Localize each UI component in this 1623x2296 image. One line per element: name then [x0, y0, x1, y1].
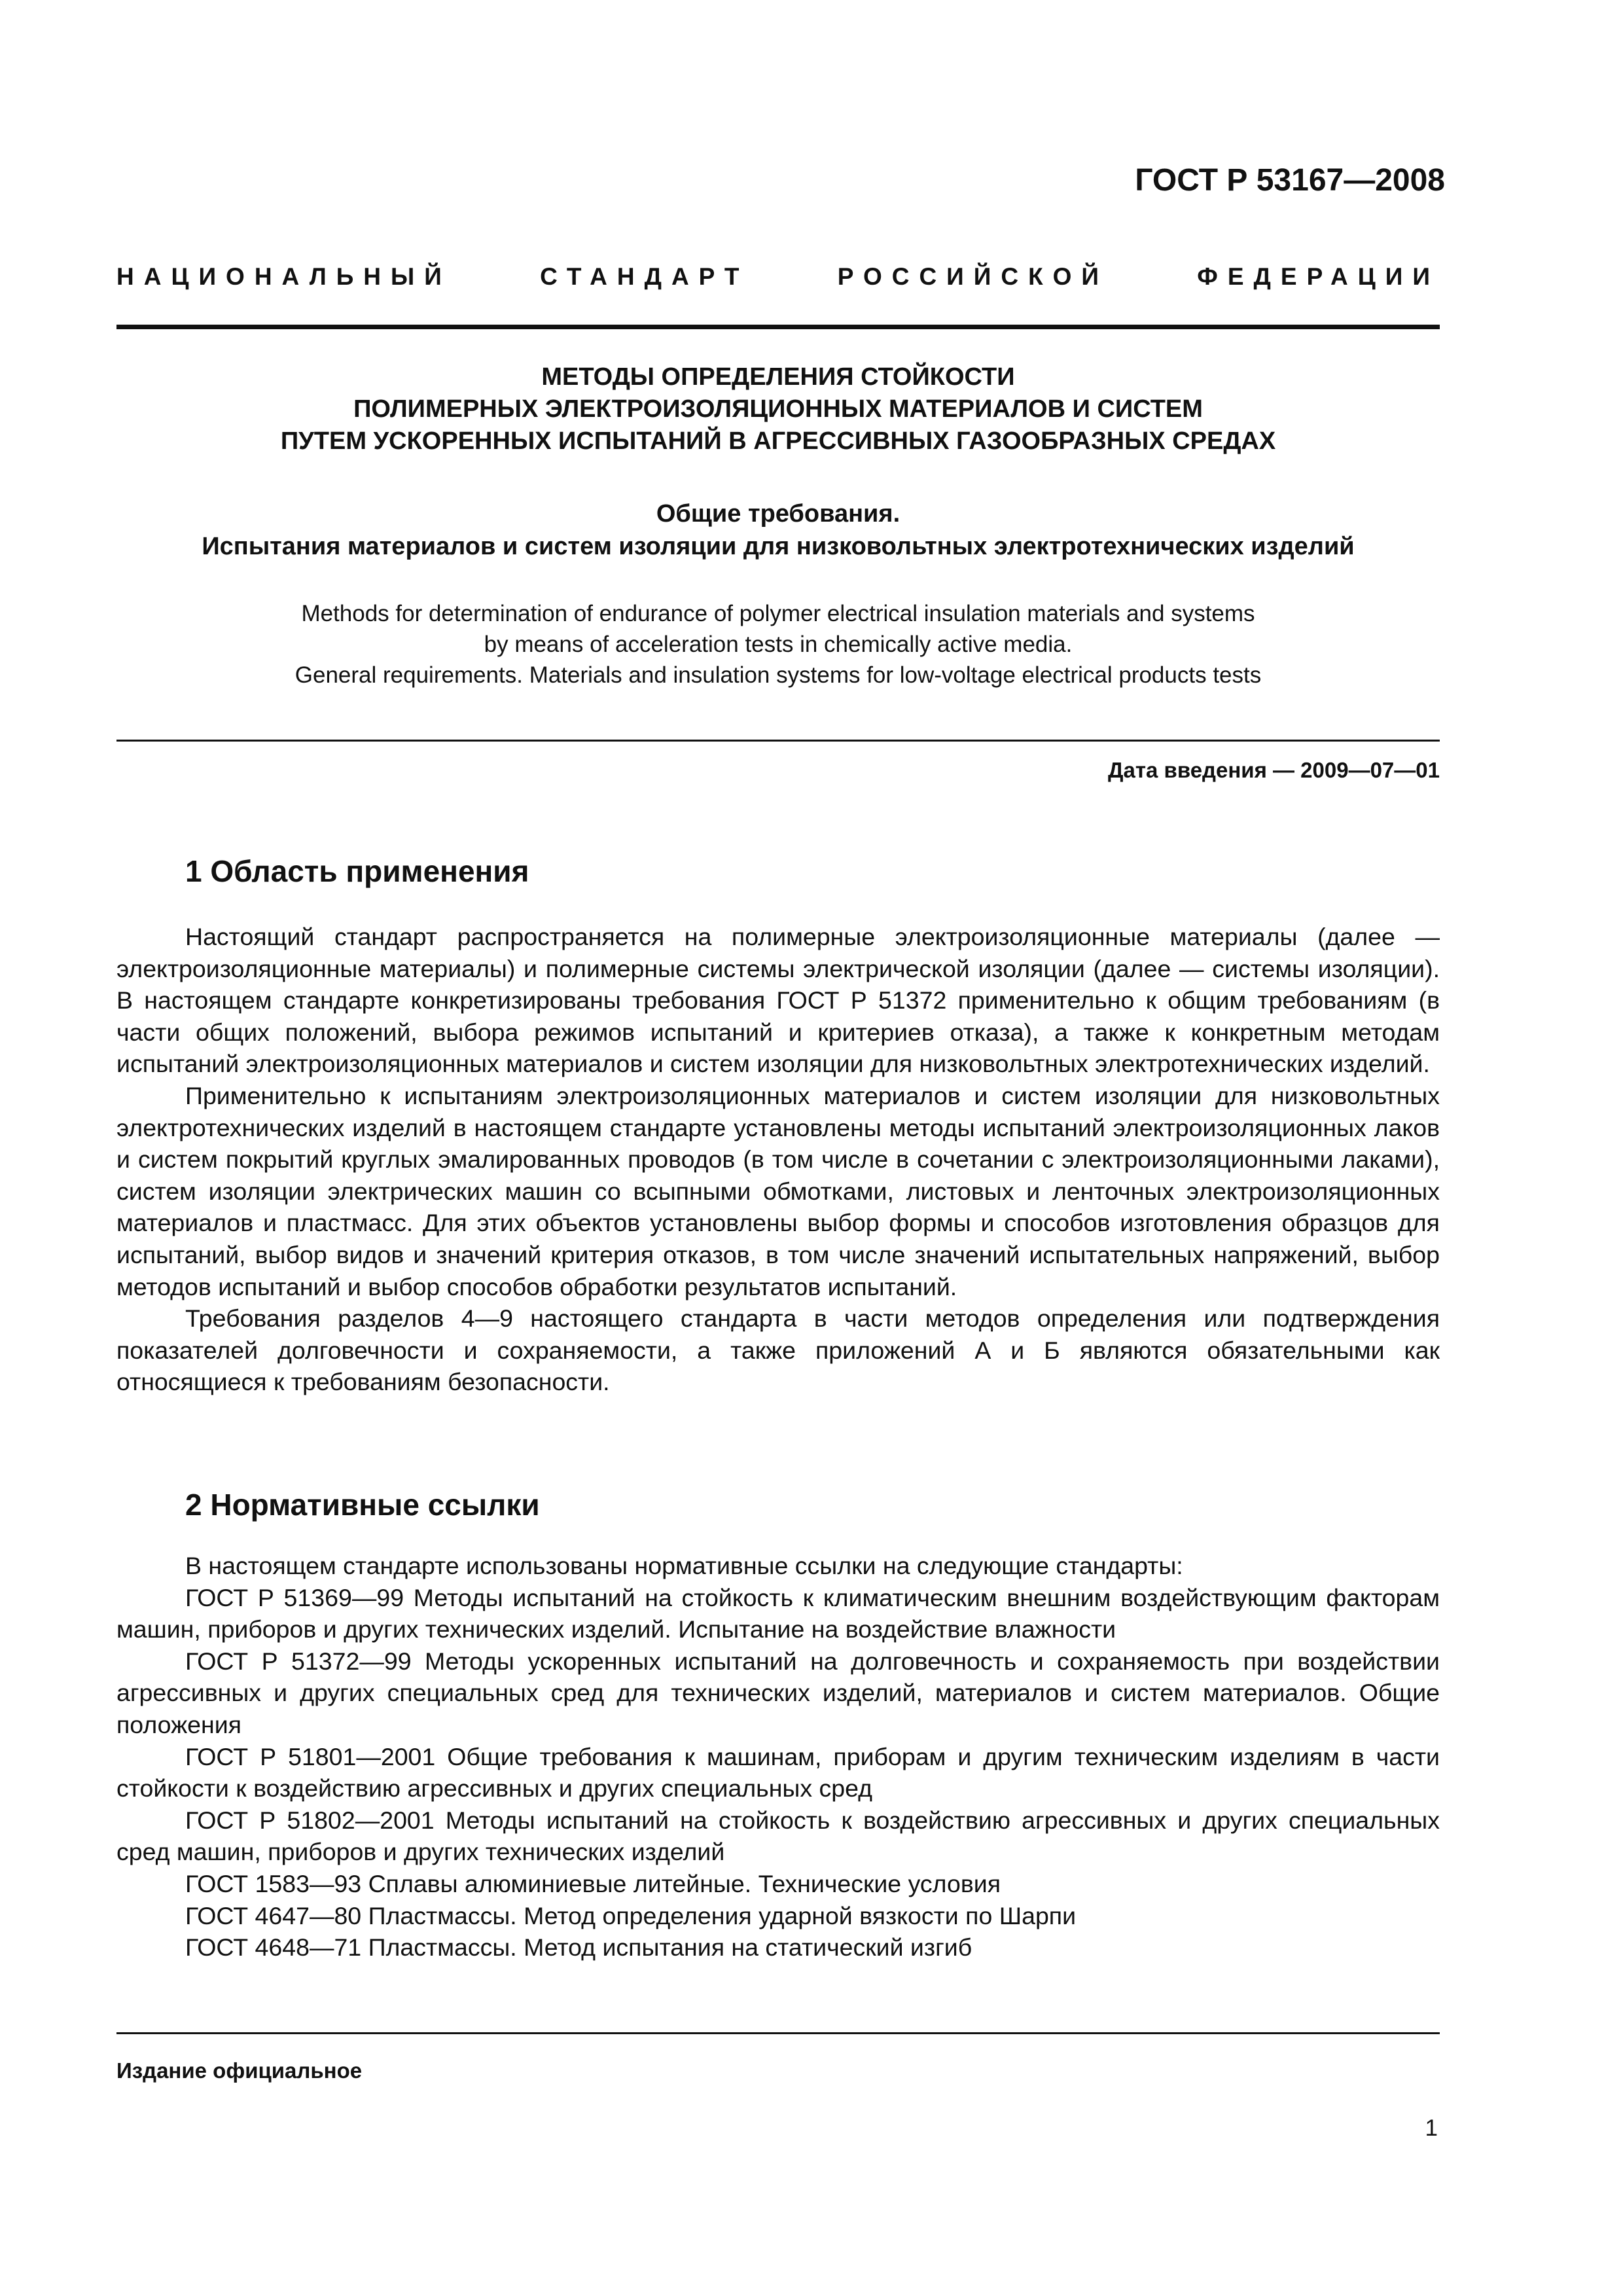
document-subtitle: [116, 497, 1440, 563]
national-standard-word: ФЕДЕРАЦИИ: [1197, 263, 1440, 290]
introduction-date: Дата введения — 2009—07—01: [1108, 758, 1440, 782]
national-standard-line: [116, 263, 1440, 291]
reference-item: ГОСТ Р 51369—99 Методы испытаний на стойкость к климатическим внешним воздействующим факторам машин, приборов и других технических изделий. Испытание на воздействие влажности: [116, 1583, 1440, 1643]
subtitle-line: Общие требования.: [656, 500, 901, 528]
page-number: 1: [1425, 2115, 1438, 2141]
document-code: ГОСТ Р 53167—2008: [1135, 163, 1445, 198]
paragraph: Применительно к испытаниям электроизоляционных материалов и систем изоляции для низковольтных электротехнических изделий в настоящем стандарте установлены методы испытаний электроизоляционных лаков и систем покрытий круглых эмалированных проводов (в том числе в сочетании с электроизоляционными лаками), систем изоляции электрических машин со всыпными обмотками, листовых и ленточных электроизоляционных материалов и пластмасс. Для этих объектов установлены выбор формы и способов изготовления образцов для испытаний, выбор видов и значений критерия отказов, в том числе значений испытательных напряжений, выбор методов испытаний и выбор способов обработки результатов испытаний.: [116, 1081, 1440, 1300]
reference-item: ГОСТ 4647—80 Пластмассы. Метод определения ударной вязкости по Шарпи: [185, 1901, 1077, 1929]
subtitle-line: Испытания материалов и систем изоляции для низковольтных электротехнических изделий: [202, 533, 1355, 560]
national-standard-word: СТАНДАРТ: [540, 263, 749, 290]
english-title-line: by means of acceleration tests in chemically active media.: [484, 632, 1073, 657]
reference-item: ГОСТ Р 51372—99 Методы ускоренных испытаний на долговечность и сохраняемость при воздействии агрессивных и других специальных сред для технических изделий, материалов и систем материалов. Общие положения: [116, 1647, 1440, 1738]
title-divider: [116, 740, 1440, 742]
section-heading-normative-references: 2 Нормативные ссылки: [185, 1488, 540, 1522]
reference-item: ГОСТ 1583—93 Сплавы алюминиевые литейные. Технические условия: [185, 1869, 1001, 1897]
title-line: ПУТЕМ УСКОРЕННЫХ ИСПЫТАНИЙ В АГРЕССИВНЫХ ГАЗООБРАЗНЫХ СРЕДАХ: [280, 427, 1276, 455]
reference-item: ГОСТ Р 51801—2001 Общие требования к машинам, приборам и другим техническим изделиям в части стойкости к воздействию агрессивных и других специальных сред: [116, 1742, 1440, 1803]
section-references-body: [116, 1550, 1440, 1964]
title-line: МЕТОДЫ ОПРЕДЕЛЕНИЯ СТОЙКОСТИ: [541, 363, 1015, 391]
national-standard-word: РОССИЙСКОЙ: [837, 263, 1109, 290]
english-title-line: Methods for determination of endurance of polymer electrical insulation materials and systems: [301, 601, 1255, 626]
footer-divider: [116, 2032, 1440, 2034]
references-lead: В настоящем стандарте использованы нормативные ссылки на следующие стандарты:: [185, 1552, 1183, 1579]
section-scope-body: [116, 921, 1440, 1398]
header-divider: [116, 325, 1440, 329]
title-line: ПОЛИМЕРНЫХ ЭЛЕКТРОИЗОЛЯЦИОННЫХ МАТЕРИАЛОВ И СИСТЕМ: [353, 395, 1203, 423]
reference-item: ГОСТ Р 51802—2001 Методы испытаний на стойкость к воздействию агрессивных и других специальных сред машин, приборов и других технических изделий: [116, 1806, 1440, 1866]
paragraph: Настоящий стандарт распространяется на полимерные электроизоляционные материалы (далее — электроизоляционные материалы) и полимерные системы электрической изоляции (далее — системы изоляции). В настоящем стандарте конкретизированы требования ГОСТ Р 51372 применительно к общим требованиям (в части общих положений, выбора режимов испытаний и критериев отказа), а также к конкретным методам испытаний электроизоляционных материалов и систем изоляции для низковольтных электротехнических изделий.: [116, 923, 1440, 1078]
edition-label: Издание официальное: [116, 2058, 363, 2083]
section-heading-scope: 1 Область применения: [185, 854, 529, 888]
document-title: [116, 361, 1440, 457]
paragraph: Требования разделов 4—9 настоящего стандарта в части методов определения или подтверждения показателей долговечности и сохраняемости, а также приложений А и Б являются обязательными как относящиеся к требованиям безопасности.: [116, 1304, 1440, 1396]
english-title: [116, 598, 1440, 691]
english-title-line: General requirements. Materials and insulation systems for low-voltage electrical products tests: [294, 662, 1262, 688]
reference-item: ГОСТ 4648—71 Пластмассы. Метод испытания на статический изгиб: [185, 1933, 972, 1962]
national-standard-word: НАЦИОНАЛЬНЫЙ: [116, 263, 452, 290]
